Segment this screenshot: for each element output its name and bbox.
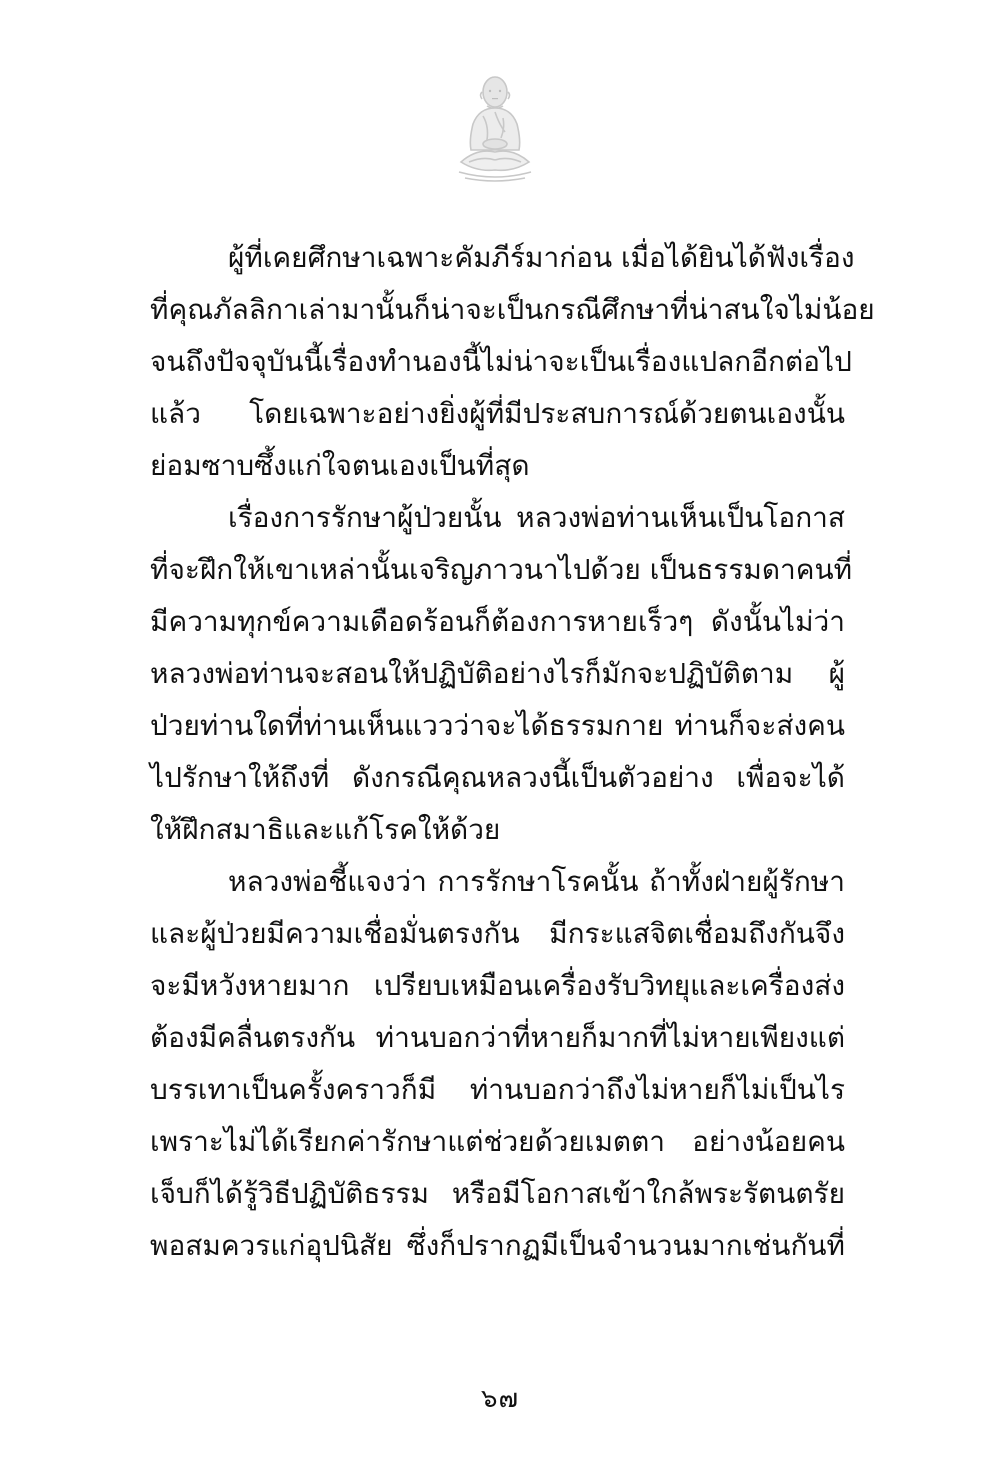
- paragraph-line: เจ็บก็ได้รู้วิธีปฏิบัติธรรม หรือมีโอกาสเข้าใกล้พระรัตนตรัย: [150, 1177, 845, 1210]
- paragraph-line: และผู้ป่วยมีความเชื่อมั่นตรงกัน มีกระแสจิตเชื่อมถึงกันจึง: [150, 917, 845, 950]
- paragraph-line: ไปรักษาให้ถึงที่ ดังกรณีคุณหลวงนี้เป็นตัวอย่าง เพื่อจะได้: [150, 761, 845, 794]
- paragraph-line: ป่วยท่านใดที่ท่านเห็นแววว่าจะได้ธรรมกาย ท่านก็จะส่งคน: [150, 709, 845, 742]
- paragraph-line: ย่อมซาบซึ้งแก่ใจตนเองเป็นที่สุด: [150, 449, 530, 482]
- paragraph-line: บรรเทาเป็นครั้งคราวก็มี ท่านบอกว่าถึงไม่หายก็ไม่เป็นไร: [150, 1073, 845, 1106]
- seated-monk-figure-icon: [455, 72, 535, 184]
- paragraph-line: ให้ฝึกสมาธิและแก้โรคให้ด้วย: [150, 813, 501, 846]
- paragraph-line: เพราะไม่ได้เรียกค่ารักษาแต่ช่วยด้วยเมตตา อย่างน้อยคน: [150, 1125, 845, 1158]
- paragraph-line: พอสมควรแก่อุปนิสัย ซึ่งก็ปรากฏมีเป็นจำนวนมากเช่นกันที่: [150, 1229, 845, 1262]
- paragraph-line: เรื่องการรักษาผู้ป่วยนั้น หลวงพ่อท่านเห็นเป็นโอกาส: [228, 501, 845, 534]
- paragraph-line: ที่คุณภัลลิกาเล่ามานั้นก็น่าจะเป็นกรณีศึกษาที่น่าสนใจไม่น้อย: [150, 293, 875, 326]
- paragraph-line: หลวงพ่อท่านจะสอนให้ปฏิบัติอย่างไรก็มักจะปฏิบัติตาม ผู้: [150, 657, 845, 690]
- paragraph-line: ที่จะฝึกให้เขาเหล่านั้นเจริญภาวนาไปด้วย เป็นธรรมดาคนที่: [150, 553, 853, 586]
- paragraph-line: หลวงพ่อชี้แจงว่า การรักษาโรคนั้น ถ้าทั้งฝ่ายผู้รักษา: [228, 865, 845, 898]
- page-number: ๖๗: [480, 1384, 520, 1414]
- paragraph-line: มีความทุกข์ความเดือดร้อนก็ต้องการหายเร็วๆ ดังนั้นไม่ว่า: [150, 605, 845, 638]
- paragraph-line: ผู้ที่เคยศึกษาเฉพาะคัมภีร์มาก่อน เมื่อได้ยินได้ฟังเรื่อง: [228, 241, 855, 274]
- body-text: [150, 232, 875, 1272]
- paragraph-line: ต้องมีคลื่นตรงกัน ท่านบอกว่าที่หายก็มากที่ไม่หายเพียงแต่: [150, 1021, 845, 1054]
- paragraph-line: จะมีหวังหายมาก เปรียบเหมือนเครื่องรับวิทยุและเครื่องส่ง: [150, 969, 845, 1002]
- paragraph-line: จนถึงปัจจุบันนี้เรื่องทำนองนี้ไม่น่าจะเป็นเรื่องแปลกอีกต่อไป: [150, 345, 852, 378]
- paragraph-line: แล้ว โดยเฉพาะอย่างยิ่งผู้ที่มีประสบการณ์ด้วยตนเองนั้น: [150, 397, 845, 430]
